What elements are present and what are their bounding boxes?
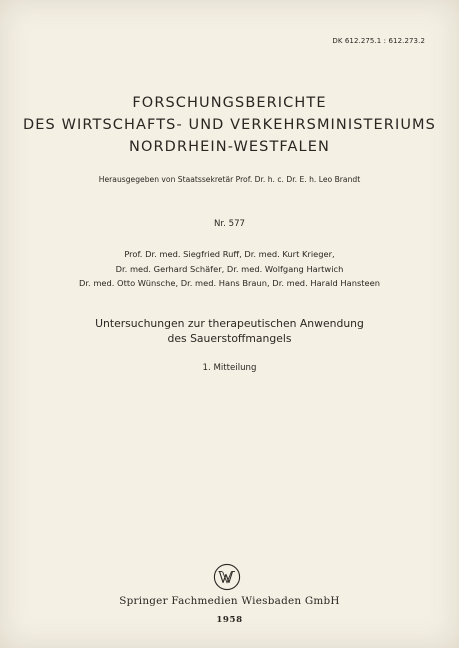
report-title-line-1: Untersuchungen zur therapeutischen Anwendung bbox=[95, 317, 364, 330]
publisher-name: Springer Fachmedien Wiesbaden GmbH bbox=[119, 595, 340, 607]
publisher-vw-monogram-icon bbox=[213, 563, 241, 591]
series-title-line-1: FORSCHUNGSBERICHTE bbox=[132, 95, 327, 111]
report-title bbox=[0, 316, 459, 346]
author-line-3: Dr. med. Otto Wünsche, Dr. med. Hans Braun, Dr. med. Harald Hansteen bbox=[79, 278, 380, 288]
part-label: 1. Mitteilung bbox=[202, 363, 257, 373]
author-list bbox=[0, 247, 459, 291]
report-number: Nr. 577 bbox=[213, 219, 246, 229]
series-title-line-2: DES WIRTSCHAFTS- UND VERKEHRSMINISTERIUMS bbox=[23, 117, 436, 133]
editor-line: Herausgegeben von Staatssekretär Prof. Dr. h. c. Dr. E. h. Leo Brandt bbox=[98, 175, 361, 184]
author-line-2: Dr. med. Gerhard Schäfer, Dr. med. Wolfgang Hartwich bbox=[115, 263, 344, 274]
series-title bbox=[0, 92, 459, 158]
report-title-line-2: des Sauerstoffmangels bbox=[167, 332, 292, 345]
series-title-line-3: NORDRHEIN-WESTFALEN bbox=[129, 139, 330, 155]
classification-code: DK 612.275.1 : 612.273.2 bbox=[332, 37, 425, 45]
publication-year: 1958 bbox=[216, 615, 243, 625]
author-line-1: Prof. Dr. med. Siegfried Ruff, Dr. med. Kurt Krieger, bbox=[124, 249, 335, 259]
